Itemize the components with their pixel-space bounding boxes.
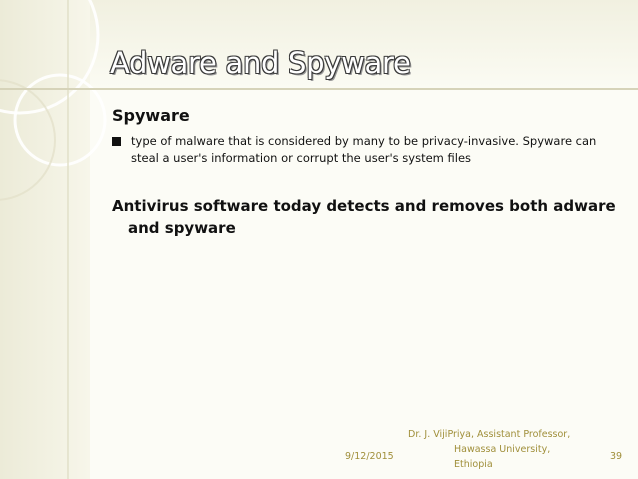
slide-content [112, 106, 616, 239]
bullet-item [112, 133, 612, 167]
deco-circle-large [0, 0, 98, 113]
page-number: 39 [610, 451, 623, 462]
slide-footer [0, 427, 638, 470]
statement-text: Antivirus software today detects and removes both adware and spyware [112, 197, 616, 237]
footer-author-line1: Dr. J. VijiPriya, Assistant Professor, [408, 429, 571, 440]
deco-circle-small [0, 80, 55, 200]
square-bullet-icon [112, 137, 121, 146]
footer-author [408, 427, 588, 472]
header-divider [0, 88, 638, 90]
footer-date: 9/12/2015 [345, 451, 394, 462]
bullet-text: type of malware that is considered by many to be privacy-invasive. Spyware can steal a user's information or corrupt the user's system files [131, 134, 597, 165]
footer-author-line2: Hawassa University, Ethiopia [454, 444, 551, 470]
subheading: Spyware [112, 106, 190, 125]
slide-title: Adware and Spyware [110, 46, 411, 80]
